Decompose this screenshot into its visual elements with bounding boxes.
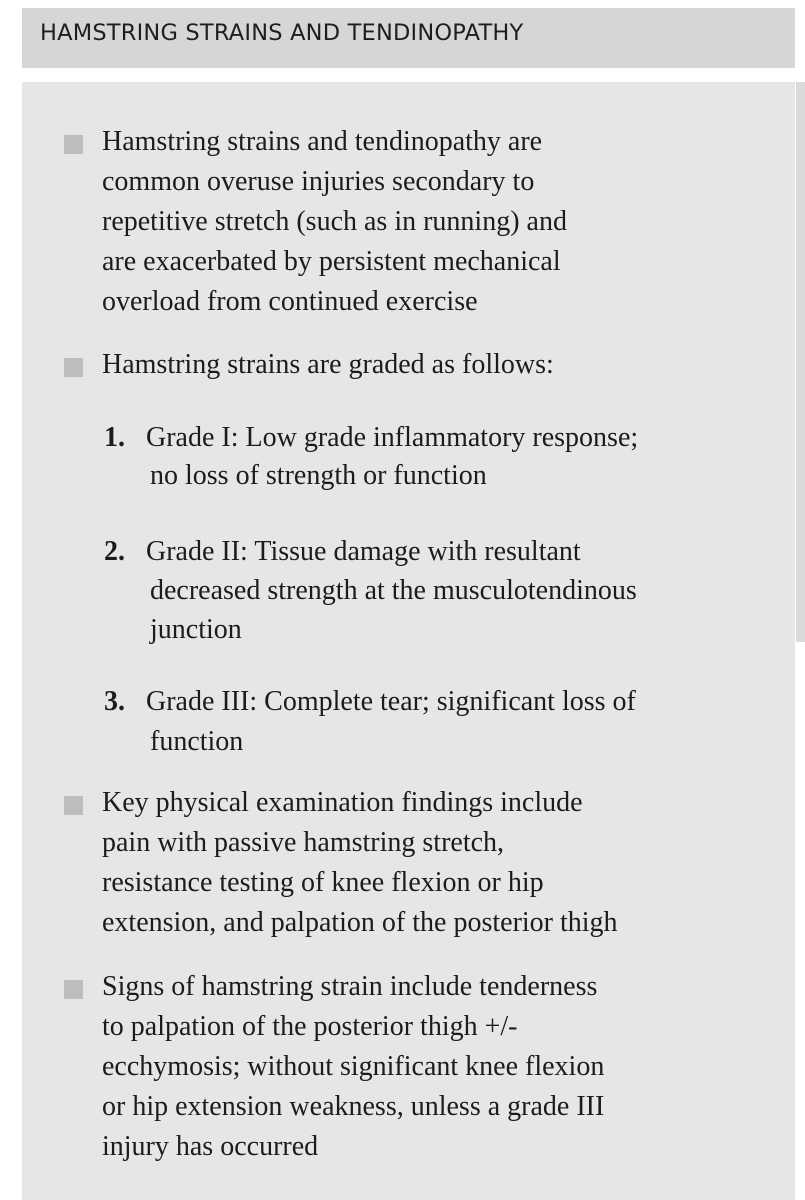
bullet-text-line: extension, and palpation of the posterior thigh [102,907,618,938]
section-title: HAMSTRING STRAINS AND TENDINOPATHY [40,20,524,46]
bullet-text-line: overload from continued exercise [102,286,478,317]
bullet-text-line: Hamstring strains are graded as follows: [102,349,554,380]
grade-text-line: decreased strength at the musculotendinous [150,575,637,606]
bullet-text-line: Signs of hamstring strain include tenderness [102,971,598,1002]
grade-text-line: no loss of strength or function [150,460,487,491]
bullet-text-line: Hamstring strains and tendinopathy are [102,126,543,157]
square-bullet-icon [64,980,83,999]
bullet-text-line: are exacerbated by persistent mechanical [102,246,561,277]
square-bullet-icon [64,135,83,154]
grade-text-line: Grade III: Complete tear; significant loss of [146,686,636,717]
bullet-text-line: common overuse injuries secondary to [102,166,535,197]
list-number: 2. [104,536,125,567]
square-bullet-icon [64,358,83,377]
square-bullet-icon [64,796,83,815]
bullet-text-line: injury has occurred [102,1131,319,1162]
bullet-text-line: pain with passive hamstring stretch, [102,827,505,858]
grade-text-line: function [150,726,244,757]
bullet-text-line: or hip extension weakness, unless a grade III [102,1091,605,1122]
bullet-text-line: repetitive stretch (such as in running) and [102,206,567,237]
page-edge-shadow [796,82,805,642]
bullet-text-line: to palpation of the posterior thigh +/- [102,1011,518,1042]
bullet-text-line: resistance testing of knee flexion or hip [102,867,544,898]
grade-text-line: junction [150,614,242,645]
bullet-text-line: ecchymosis; without significant knee flexion [102,1051,605,1082]
grade-text-line: Grade I: Low grade inflammatory response; [146,422,639,453]
list-number: 3. [104,686,125,717]
bullet-text-line: Key physical examination findings include [102,787,583,818]
list-number: 1. [104,422,125,453]
grade-text-line: Grade II: Tissue damage with resultant [146,536,581,567]
